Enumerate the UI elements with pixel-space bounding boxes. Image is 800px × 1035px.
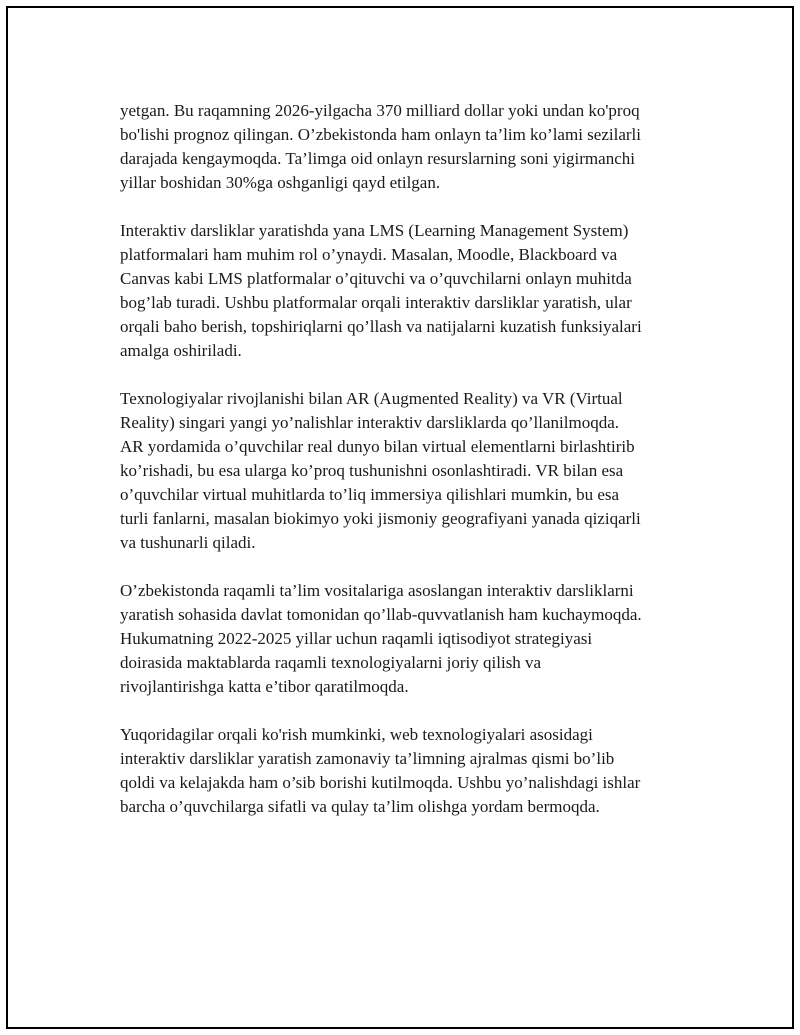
paragraph-line: va tushunarli qiladi. xyxy=(120,533,256,552)
paragraph-line: Hukumatning 2022-2025 yillar uchun raqamli iqtisodiyot strategiyasi xyxy=(120,629,593,648)
paragraph-line: amalga oshiriladi. xyxy=(120,341,242,360)
paragraph-4 xyxy=(120,579,710,699)
paragraph-1 xyxy=(120,99,710,195)
paragraph-line: rivojlantirishga katta e’tibor qaratilmoqda. xyxy=(120,677,409,696)
paragraph-line: Canvas kabi LMS platformalar o’qituvchi va o’quvchilarni onlayn muhitda xyxy=(120,269,632,288)
paragraph-line: AR yordamida o’quvchilar real dunyo bilan virtual elementlarni birlashtirib xyxy=(120,437,635,456)
paragraph-line: yillar boshidan 30%ga oshganligi qayd etilgan. xyxy=(120,173,441,192)
paragraph-line: interaktiv darsliklar yaratish zamonaviy ta’limning ajralmas qismi bo’lib xyxy=(120,749,615,768)
paragraph-2 xyxy=(120,219,710,363)
paragraph-line: Reality) singari yangi yo’nalishlar interaktiv darsliklarda qo’llanilmoqda. xyxy=(120,413,620,432)
paragraph-line: Yuqoridagilar orqali ko'rish mumkinki, web texnologiyalari asosidagi xyxy=(120,725,593,744)
paragraph-line: yetgan. Bu raqamning 2026-yilgacha 370 milliard dollar yoki undan ko'proq xyxy=(120,101,640,120)
paragraph-line: o’quvchilar virtual muhitlarda to’liq immersiya qilishlari mumkin, bu esa xyxy=(120,485,620,504)
paragraph-line: barcha o’quvchilarga sifatli va qulay ta’lim olishga yordam bermoqda. xyxy=(120,797,600,816)
paragraph-line: doirasida maktablarda raqamli texnologiyalarni joriy qilish va xyxy=(120,653,542,672)
paragraph-line: ko’rishadi, bu esa ularga ko’proq tushunishni osonlashtiradi. VR bilan esa xyxy=(120,461,624,480)
paragraph-line: platformalari ham muhim rol o’ynaydi. Masalan, Moodle, Blackboard va xyxy=(120,245,618,264)
paragraph-line: qoldi va kelajakda ham o’sib borishi kutilmoqda. Ushbu yo’nalishdagi ishlar xyxy=(120,773,641,792)
paragraph-line: bog’lab turadi. Ushbu platformalar orqali interaktiv darsliklar yaratish, ular xyxy=(120,293,632,312)
paragraph-line: turli fanlarni, masalan biokimyo yoki jismoniy geografiyani yanada qiziqarli xyxy=(120,509,641,528)
paragraph-line: Interaktiv darsliklar yaratishda yana LMS (Learning Management System) xyxy=(120,221,629,240)
paragraph-line: darajada kengaymoqda. Ta’limga oid onlayn resurslarning soni yigirmanchi xyxy=(120,149,635,168)
paragraph-line: Texnologiyalar rivojlanishi bilan AR (Augmented Reality) va VR (Virtual xyxy=(120,389,623,408)
document-body xyxy=(120,99,710,843)
paragraph-3 xyxy=(120,387,710,555)
page-frame xyxy=(6,6,794,1029)
paragraph-line: orqali baho berish, topshiriqlarni qo’llash va natijalarni kuzatish funksiyalari xyxy=(120,317,642,336)
paragraph-line: O’zbekistonda raqamli ta’lim vositalariga asoslangan interaktiv darsliklarni xyxy=(120,581,634,600)
paragraph-line: yaratish sohasida davlat tomonidan qo’llab-quvvatlanish ham kuchaymoqda. xyxy=(120,605,642,624)
paragraph-5 xyxy=(120,723,710,819)
paragraph-line: bo'lishi prognoz qilingan. O’zbekistonda ham onlayn ta’lim ko’lami sezilarli xyxy=(120,125,641,144)
